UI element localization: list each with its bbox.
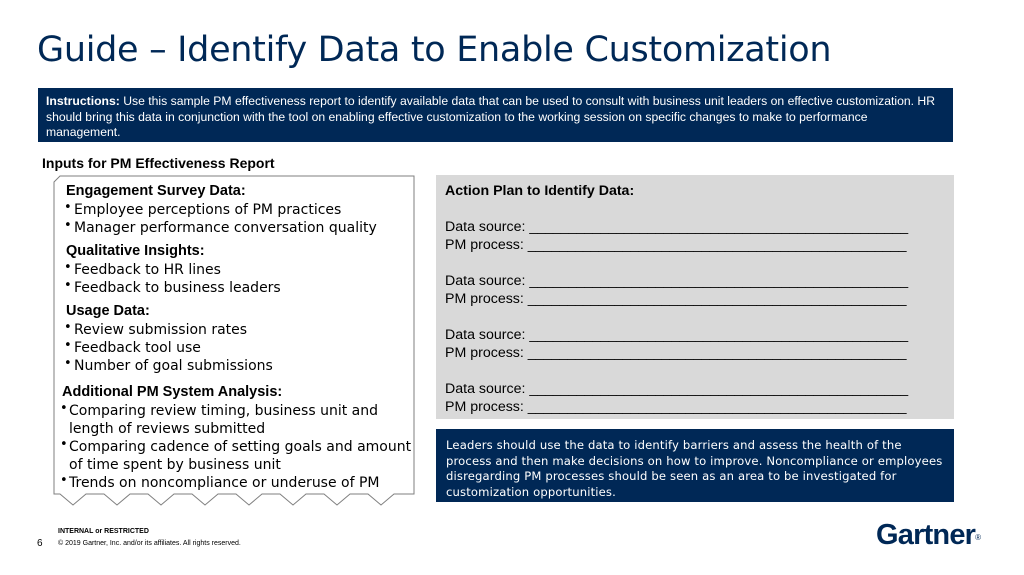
bullet-item: • Number of goal submissions (56, 357, 416, 375)
bullet-item: • Manager performance conversation quality (56, 219, 416, 237)
pm-process-line: PM process: ________________________________________________ (445, 399, 907, 415)
data-source-line: Data source: ________________________________________________ (445, 381, 909, 397)
bullet-list (56, 261, 416, 297)
gartner-logo (876, 519, 981, 552)
instructions-text: Use this sample PM effectiveness report to identify available data that can be used to consult with business unit leaders on effective customization. HR should bring this data in conjunction with the tool on enabling effective customization to the working session on specific changes to make to performance management. (46, 94, 936, 139)
pm-process-line: PM process: ________________________________________________ (445, 291, 907, 307)
action-plan-group (445, 380, 945, 416)
inputs-section (56, 242, 416, 297)
bullet-item: • Feedback to business leaders (56, 279, 416, 297)
action-plan-group (445, 218, 945, 254)
page-title: Guide – Identify Data to Enable Customization (37, 30, 832, 70)
inputs-section (56, 302, 416, 375)
bullet-list (56, 402, 416, 492)
pm-process-line: PM process: ________________________________________________ (445, 345, 907, 361)
section-title: Engagement Survey Data: (66, 183, 246, 199)
leaders-note: Leaders should use the data to identify barriers and assess the health of the process and then make decisions on how to improve. Noncompliance or employees disregarding PM processes should be seen as an area to be investigated for customization opportunities. (436, 429, 954, 502)
action-plan-rows (445, 218, 945, 416)
copyright-text: © 2019 Gartner, Inc. and/or its affiliates. All rights reserved. (58, 540, 241, 547)
bullet-list (56, 321, 416, 375)
bullet-item: • Comparing cadence of setting goals and amount of time spent by business unit (56, 438, 416, 474)
action-plan-group (445, 272, 945, 308)
data-source-line: Data source: ________________________________________________ (445, 273, 909, 289)
section-title: Qualitative Insights: (66, 243, 205, 259)
bullet-item: • Feedback to HR lines (56, 261, 416, 279)
pm-process-line: PM process: ________________________________________________ (445, 237, 907, 253)
bullet-item: • Comparing review timing, business unit and length of reviews submitted (56, 402, 416, 438)
bullet-item: • Feedback tool use (56, 339, 416, 357)
bullet-item: • Employee perceptions of PM practices (56, 201, 416, 219)
inputs-section (56, 182, 416, 237)
page-number: 6 (37, 538, 43, 549)
section-title: Additional PM System Analysis: (62, 384, 283, 400)
action-plan-group (445, 326, 945, 362)
instructions-label: Instructions: (46, 94, 120, 108)
bullet-list (56, 201, 416, 237)
bullet-item: • Review submission rates (56, 321, 416, 339)
inputs-list (56, 182, 416, 497)
data-source-line: Data source: ________________________________________________ (445, 219, 909, 235)
action-plan-panel (436, 175, 954, 419)
data-source-line: Data source: ________________________________________________ (445, 327, 909, 343)
bullet-item: • Trends on noncompliance or underuse of PM (56, 474, 416, 492)
inputs-heading: Inputs for PM Effectiveness Report (42, 155, 275, 171)
logo-text: Gartner (876, 519, 976, 551)
classification-label: INTERNAL or RESTRICTED (58, 528, 149, 535)
section-title: Usage Data: (66, 303, 150, 319)
logo-registered-mark: ® (975, 533, 982, 542)
action-plan-title: Action Plan to Identify Data: (445, 183, 635, 199)
inputs-section (56, 383, 416, 492)
